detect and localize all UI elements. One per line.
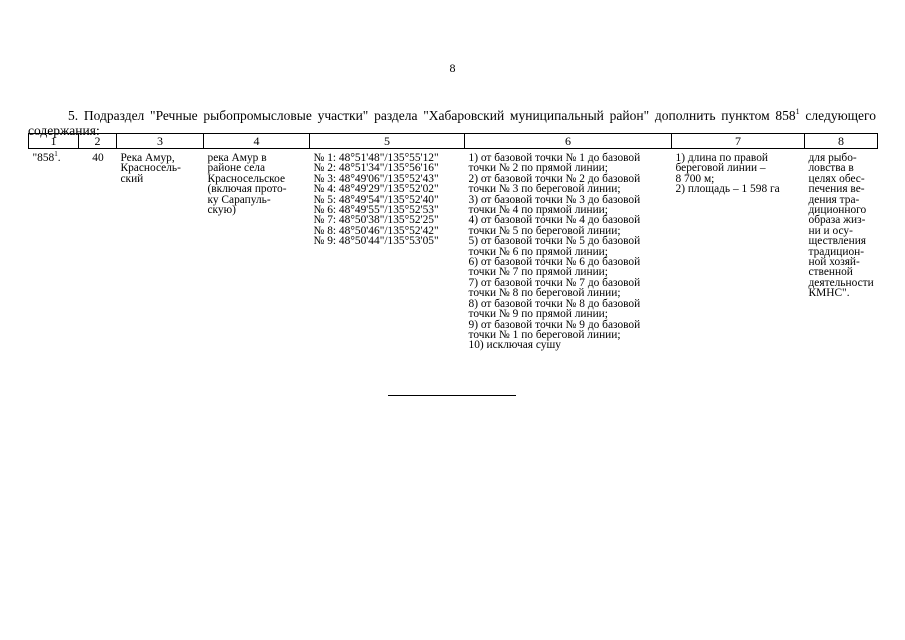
intro-superscript: 1 xyxy=(795,106,800,116)
cell-location: река Амур в районе села Красносельское (включая прото- ку Сарапуль- скую) xyxy=(207,152,287,217)
boundary-line: 7) от базовой точки № 7 до базовой xyxy=(468,276,641,289)
boundary-line: точки № 6 по прямой линии; xyxy=(468,245,608,258)
table-header-row xyxy=(29,134,878,149)
cell-coordinates xyxy=(310,149,465,351)
boundary-line: 5) от базовой точки № 5 до базовой xyxy=(468,235,641,248)
cell-purpose: для рыбо- ловства в целях обес- печения ве- дения тра- диционного образа жиз- ни и осу- ществления традицион- ной хозяй- ственной деятельности КМНС". xyxy=(808,152,874,300)
boundary-line: точки № 2 по прямой линии; xyxy=(468,162,608,175)
coordinate-line: № 7: 48°50'38"/135°52'25" xyxy=(313,214,439,227)
coordinate-line: № 8: 48°50'46"/135°52'42" xyxy=(313,224,439,237)
column-header-2: 2 xyxy=(79,134,117,149)
intro-text-tail: следующего содержания: xyxy=(28,107,876,138)
column-header-3: 3 xyxy=(117,134,204,149)
column-header-6: 6 xyxy=(465,134,672,149)
boundary-line: точки № 7 по прямой линии; xyxy=(468,266,608,279)
boundary-line: 4) от базовой точки № 4 до базовой xyxy=(468,214,641,227)
coordinate-line: № 9: 48°50'44"/135°53'05" xyxy=(313,235,439,248)
cell-boundaries xyxy=(465,149,672,351)
cell-length: 40 xyxy=(92,152,104,164)
column-header-4: 4 xyxy=(204,134,310,149)
column-header-7: 7 xyxy=(672,134,805,149)
coordinate-line: № 1: 48°51'48"/135°55'12" xyxy=(313,152,439,164)
boundary-line: 3) от базовой точки № 3 до базовой xyxy=(468,193,641,206)
boundary-line: 6) от базовой точки № 6 до базовой xyxy=(468,256,641,269)
coordinate-line: № 6: 48°49'55"/135°52'53" xyxy=(313,204,439,217)
coordinate-line: № 2: 48°51'34"/135°56'16" xyxy=(313,162,439,175)
column-header-8: 8 xyxy=(805,134,878,149)
boundary-line: 8) от базовой точки № 8 до базовой xyxy=(468,297,641,310)
closing-separator-line xyxy=(388,395,516,396)
column-header-1: 1 xyxy=(29,134,79,149)
cell-dimensions: 1) длина по правой береговой линии – 8 700 м; 2) площадь – 1 598 га xyxy=(675,152,780,196)
coordinate-line: № 4: 48°49'29"/135°52'02" xyxy=(313,183,439,196)
boundary-line: точки № 4 по прямой линии; xyxy=(468,204,608,217)
table-row xyxy=(29,149,878,351)
boundary-line: точки № 8 по береговой линии; xyxy=(468,287,621,300)
boundary-line: 1) от базовой точки № 1 до базовой xyxy=(468,152,641,164)
fishing-areas-table xyxy=(28,133,878,351)
coordinate-line: № 3: 48°49'06"/135°52'43" xyxy=(313,172,439,185)
coordinate-line: № 5: 48°49'54"/135°52'40" xyxy=(313,193,439,206)
column-header-5: 5 xyxy=(310,134,465,149)
cell-area-name: Река Амур, Красносель- ский xyxy=(120,152,181,185)
boundary-line: точки № 3 по береговой линии; xyxy=(468,183,621,196)
boundary-line: точки № 9 по прямой линии; xyxy=(468,308,608,321)
intro-text: 5. Подраздел "Речные рыбопромысловые участки" раздела "Хабаровский муниципальный район" дополнить пунктом 858 xyxy=(68,107,796,123)
boundary-line: 10) исключая сушу xyxy=(468,339,561,352)
boundary-line: 2) от базовой точки № 2 до базовой xyxy=(468,172,641,185)
boundary-line: 9) от базовой точки № 9 до базовой xyxy=(468,318,641,331)
cell-item-number: "$858^1$. xyxy=(32,150,61,164)
page-number: 8 xyxy=(449,61,456,75)
boundary-line: точки № 1 по береговой линии; xyxy=(468,328,621,341)
boundary-line: точки № 5 по береговой линии; xyxy=(468,224,621,237)
